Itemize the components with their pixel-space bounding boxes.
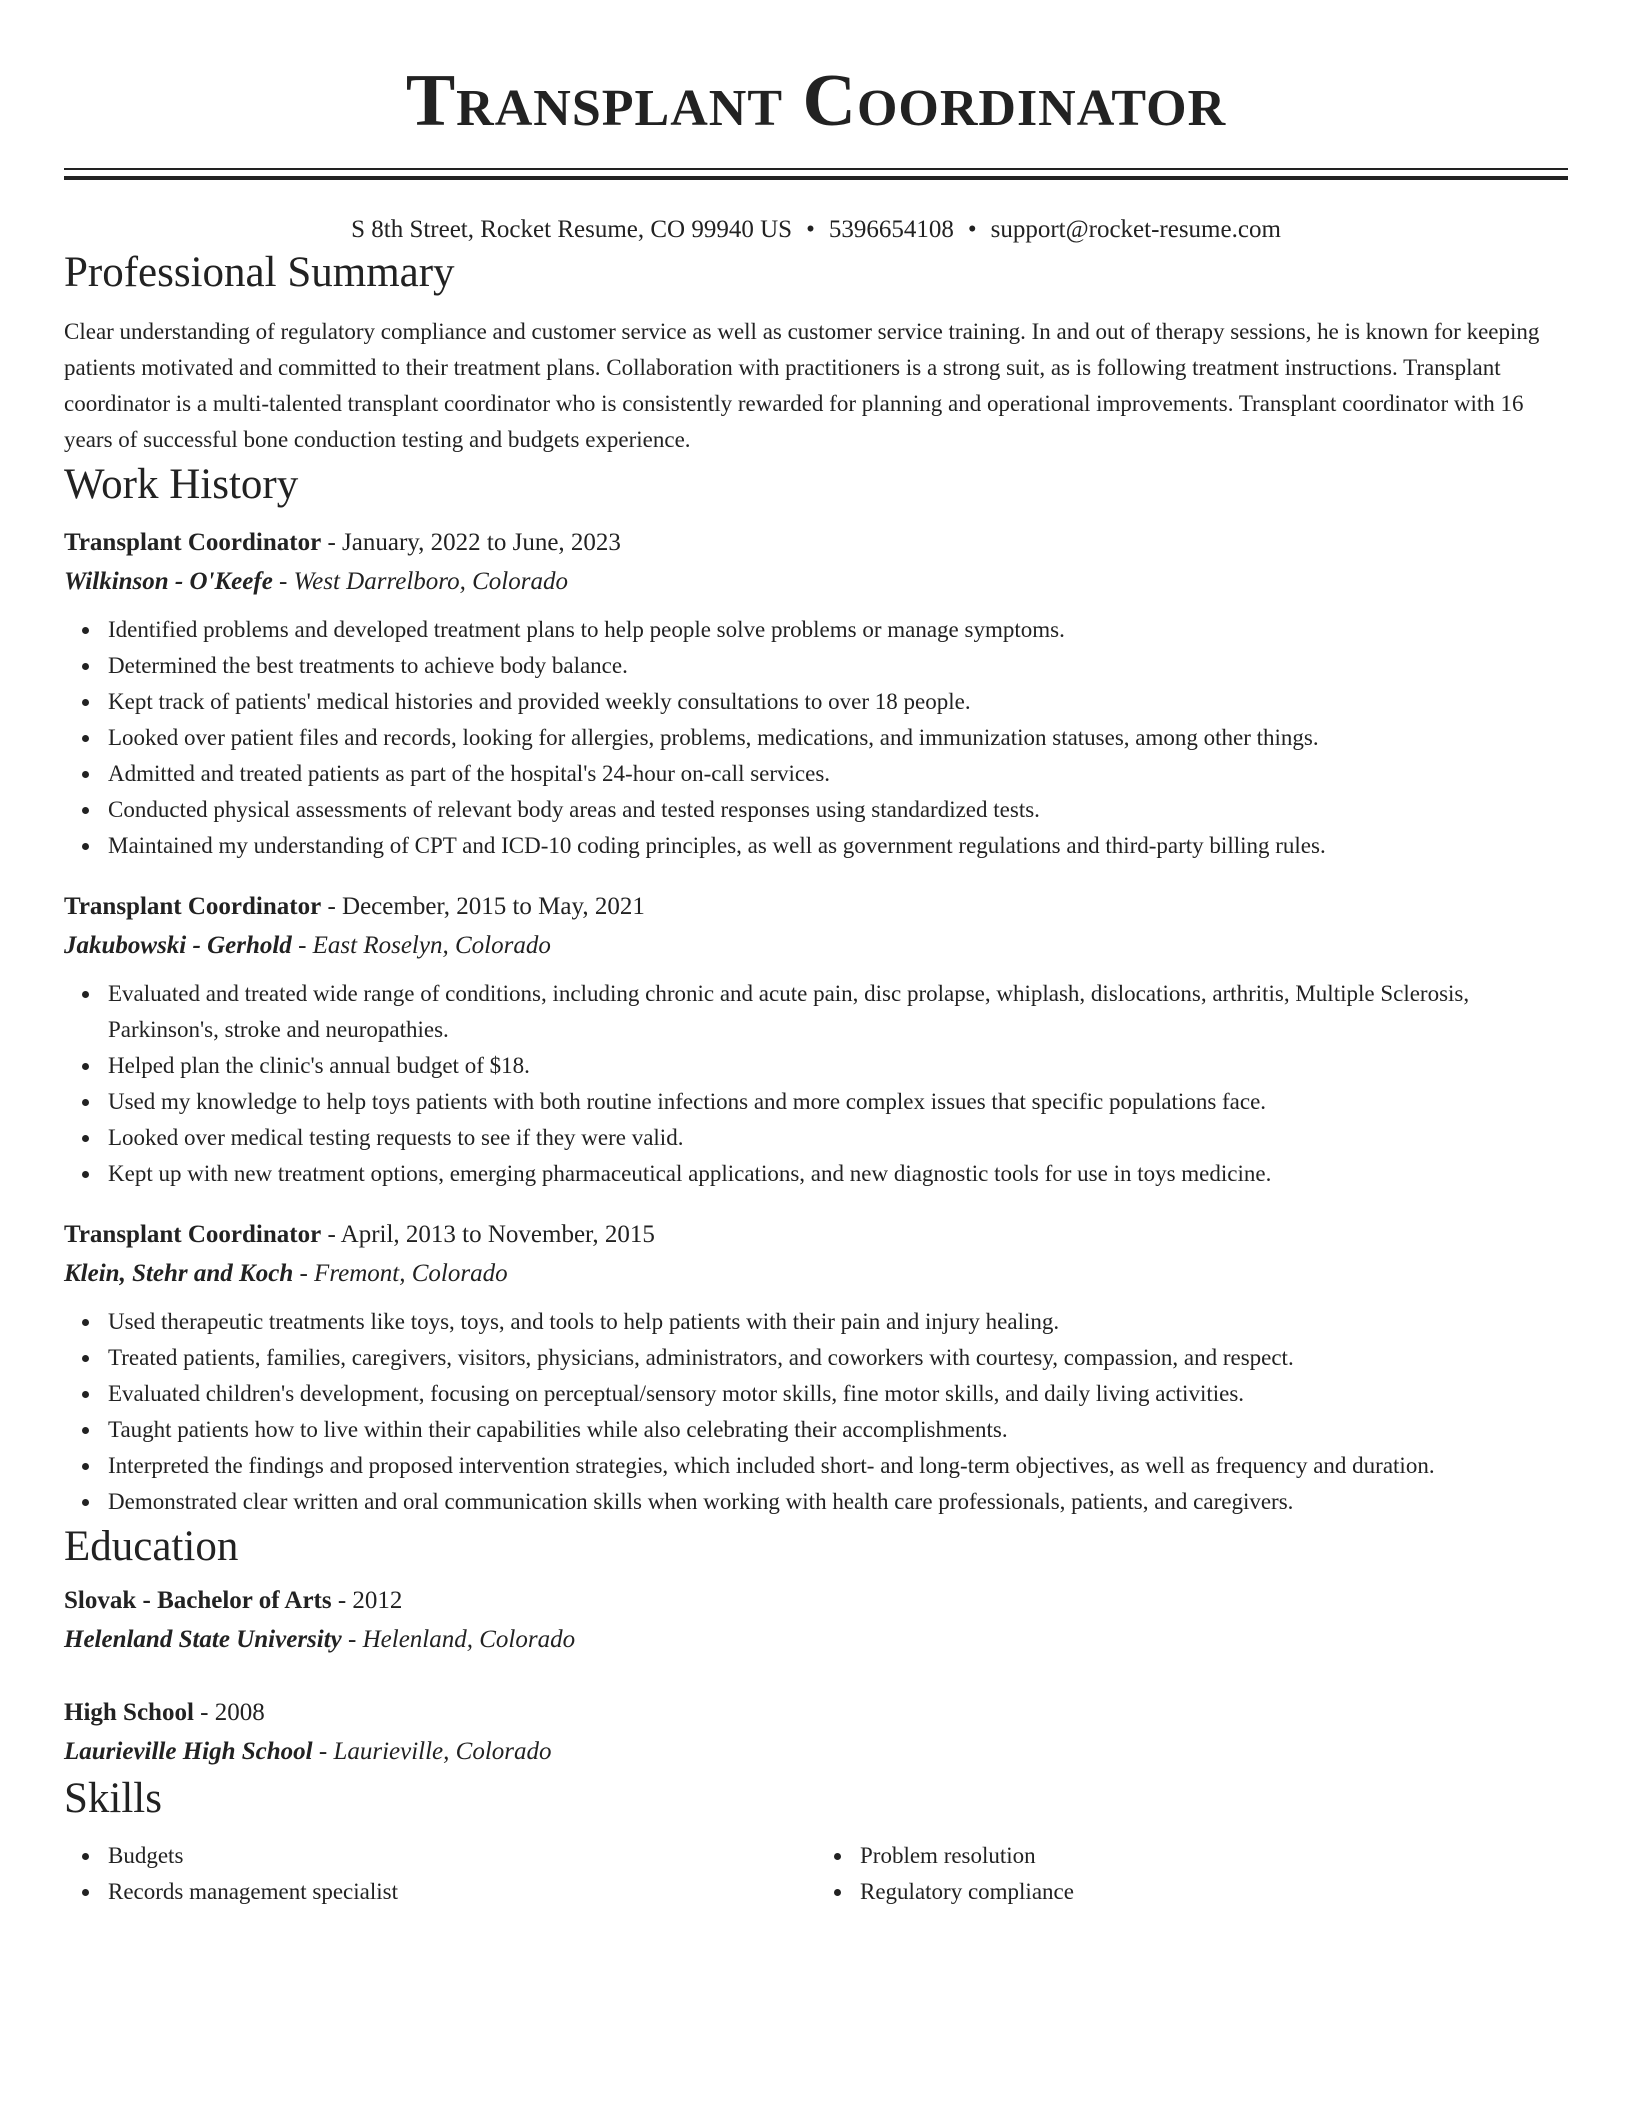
contact-separator: • [967, 216, 977, 243]
list-item: Kept track of patients' medical histories and provided weekly consultations to over 18 people. [108, 684, 1568, 720]
education-entry [64, 1694, 1568, 1772]
job-bullets [64, 612, 1568, 864]
contact-phone: 5396654108 [828, 216, 954, 243]
work-history-heading: Work History [64, 461, 299, 508]
job-dates: - December, 2015 to May, 2021 [321, 893, 645, 920]
list-item: Identified problems and developed treatment plans to help people solve problems or manage symptoms. [108, 612, 1568, 648]
list-item: Looked over patient files and records, looking for allergies, problems, medications, and immunization statuses, among other things. [108, 720, 1568, 756]
job-location: - West Darrelboro, Colorado [272, 568, 568, 595]
list-item: Kept up with new treatment options, emerging pharmaceutical applications, and new diagnostic tools for use in toys medicine. [108, 1156, 1568, 1192]
summary-heading: Professional Summary [64, 249, 455, 296]
list-item: Evaluated and treated wide range of conditions, including chronic and acute pain, disc prolapse, whiplash, dislocations, arthritis, Multiple Sclerosis, Parkinson's, stroke and neuropathies. [108, 976, 1568, 1048]
list-item: Admitted and treated patients as part of the hospital's 24-hour on-call services. [108, 756, 1568, 792]
job-title-line [64, 1216, 1568, 1254]
education-school: Helenland State University [64, 1626, 342, 1653]
list-item: Treated patients, families, caregivers, visitors, physicians, administrators, and coworkers with courtesy, compassion, and respect. [108, 1340, 1568, 1376]
education-degree-line [64, 1694, 1568, 1732]
header-rule-thick [64, 176, 1568, 180]
list-item: Evaluated children's development, focusing on perceptual/sensory motor skills, fine motor skills, and daily living activities. [108, 1376, 1568, 1412]
job-dates: - April, 2013 to November, 2015 [321, 1221, 655, 1248]
job-employer-line [64, 926, 1568, 966]
job-title-line [64, 888, 1568, 926]
job-role: Transplant Coordinator [64, 1221, 322, 1248]
job-role: Transplant Coordinator [64, 893, 322, 920]
education-school-line [64, 1732, 1568, 1772]
contact-separator: • [806, 216, 815, 243]
education-year: - 2012 [331, 1587, 403, 1614]
education-degree: Slovak - Bachelor of Arts [64, 1587, 332, 1614]
job-company: Jakubowski - Gerhold [64, 932, 292, 959]
job-role: Transplant Coordinator [64, 529, 322, 556]
job-title-line [64, 524, 1568, 562]
skills-heading: Skills [64, 1775, 162, 1822]
contact-address: S 8th Street, Rocket Resume, CO 99940 US [351, 216, 793, 243]
job-location: - East Roselyn, Colorado [291, 932, 551, 959]
list-item: Determined the best treatments to achieve body balance. [108, 648, 1568, 684]
list-item: Taught patients how to live within their capabilities while also celebrating their accomplishments. [108, 1412, 1568, 1448]
list-item: Interpreted the findings and proposed intervention strategies, which included short- and long-term objectives, as well as frequency and duration. [108, 1448, 1568, 1484]
education-school-line [64, 1620, 1568, 1660]
education-location: - Helenland, Colorado [341, 1626, 576, 1653]
education-school: Laurieville High School [64, 1738, 313, 1765]
skills-column-left [64, 1838, 816, 1910]
job-entry [64, 1216, 1568, 1520]
education-heading: Education [64, 1523, 239, 1570]
resume-name: Transplant Coordinator [405, 60, 1227, 142]
list-item: Maintained my understanding of CPT and ICD-10 coding principles, as well as government regulations and third-party billing rules. [108, 828, 1568, 864]
list-item: Used my knowledge to help toys patients with both routine infections and more complex issues that specific populations face. [108, 1084, 1568, 1120]
job-location: - Fremont, Colorado [293, 1260, 508, 1287]
list-item: Helped plan the clinic's annual budget of $18. [108, 1048, 1568, 1084]
list-item: Regulatory compliance [860, 1874, 1568, 1910]
list-item: Looked over medical testing requests to see if they were valid. [108, 1120, 1568, 1156]
list-item: Conducted physical assessments of relevant body areas and tested responses using standardized tests. [108, 792, 1568, 828]
job-dates: - January, 2022 to June, 2023 [321, 529, 621, 556]
job-company: Klein, Stehr and Koch [64, 1260, 294, 1287]
summary-text: Clear understanding of regulatory compliance and customer service as well as customer service training. In and out of therapy sessions, he is known for keeping patients motivated and committed to their treatment plans. Collaboration with practitioners is a strong suit, as is following treatment instructions. Transplant coordinator is a multi-talented transplant coordinator who is consistently rewarded for planning and operational improvements. Transplant coordinator with 16 years of successful bone conduction testing and budgets experience. [64, 319, 1540, 452]
list-item: Used therapeutic treatments like toys, toys, and tools to help patients with their pain and injury healing. [108, 1304, 1568, 1340]
education-degree-line [64, 1582, 1568, 1620]
job-bullets [64, 976, 1568, 1192]
education-degree: High School [64, 1699, 194, 1726]
education-year: - 2008 [193, 1699, 265, 1726]
contact-email: support@rocket-resume.com [990, 216, 1281, 243]
education-entry [64, 1582, 1568, 1660]
skills-column-right [816, 1838, 1568, 1910]
skills-list [64, 1838, 1568, 1910]
education-location: - Laurieville, Colorado [312, 1738, 552, 1765]
job-employer-line [64, 1254, 1568, 1294]
job-company: Wilkinson - O'Keefe [64, 568, 273, 595]
job-entry [64, 888, 1568, 1192]
job-bullets [64, 1304, 1568, 1520]
job-entry [64, 524, 1568, 864]
list-item: Demonstrated clear written and oral communication skills when working with health care professionals, patients, and caregivers. [108, 1484, 1568, 1520]
list-item: Budgets [108, 1838, 816, 1874]
list-item: Records management specialist [108, 1874, 816, 1910]
contact-line [64, 214, 1568, 246]
header-rule-thin [64, 168, 1568, 170]
job-employer-line [64, 562, 1568, 602]
list-item: Problem resolution [860, 1838, 1568, 1874]
